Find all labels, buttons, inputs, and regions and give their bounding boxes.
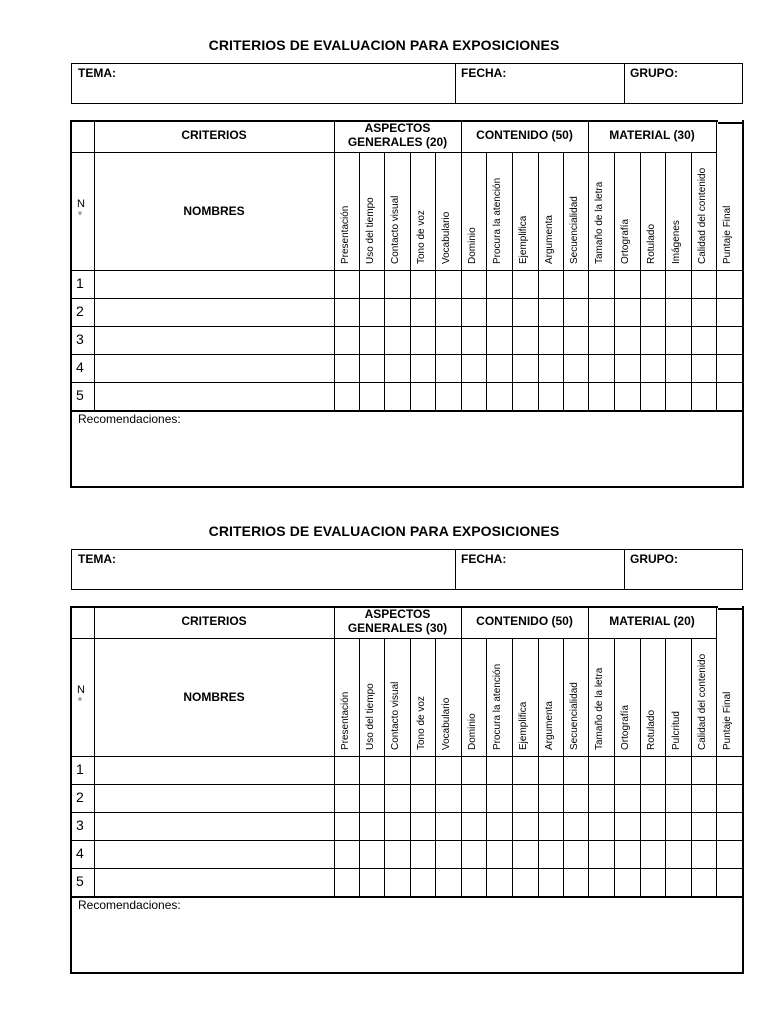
- grupo-label: GRUPO:: [630, 66, 678, 80]
- score-cell[interactable]: [717, 813, 741, 839]
- score-cell[interactable]: [666, 813, 690, 839]
- score-cell[interactable]: [589, 271, 613, 297]
- fecha-field[interactable]: [455, 64, 624, 103]
- score-cell[interactable]: [462, 869, 485, 895]
- grupo-label: GRUPO:: [630, 552, 678, 566]
- criterion-3-label: Tono de voz: [415, 696, 427, 750]
- tema-label: TEMA:: [78, 552, 116, 566]
- criterion-5-label: Dominio: [466, 713, 478, 750]
- criterios-header: CRITERIOS: [181, 614, 247, 628]
- score-cell[interactable]: [487, 355, 511, 381]
- score-cell[interactable]: [717, 869, 741, 895]
- score-cell[interactable]: [641, 813, 664, 839]
- score-cell[interactable]: [589, 355, 613, 381]
- criterion-1-label: Uso del tiempo: [364, 197, 376, 264]
- fecha-field[interactable]: [455, 550, 624, 589]
- score-cell[interactable]: [539, 757, 562, 783]
- evaluation-table: [70, 120, 744, 488]
- form-header: [71, 63, 743, 104]
- score-cell[interactable]: [589, 869, 613, 895]
- score-cell[interactable]: [411, 327, 434, 353]
- score-cell[interactable]: [360, 327, 383, 353]
- group-aspectos-header: ASPECTOS: [364, 121, 431, 135]
- score-cell[interactable]: [385, 841, 409, 867]
- score-cell[interactable]: [564, 383, 587, 409]
- score-cell[interactable]: [462, 813, 485, 839]
- criterion-14-label: Calidad del contenido: [696, 653, 708, 750]
- score-cell[interactable]: [487, 869, 511, 895]
- table-border: [742, 606, 744, 974]
- score-cell[interactable]: [360, 869, 383, 895]
- group-aspectos-header: GENERALES (20): [347, 135, 448, 149]
- score-cell[interactable]: [513, 757, 537, 783]
- criterion-3-label: Tono de voz: [415, 210, 427, 264]
- score-cell[interactable]: [717, 271, 741, 297]
- criterion-9-label: Secuencialidad: [568, 196, 580, 264]
- score-cell[interactable]: [487, 785, 511, 811]
- score-cell[interactable]: [615, 383, 639, 409]
- score-cell[interactable]: [666, 869, 690, 895]
- criterion-1-label: Uso del tiempo: [364, 683, 376, 750]
- score-cell[interactable]: [615, 299, 639, 325]
- score-cell[interactable]: [539, 813, 562, 839]
- row-number: 1: [76, 275, 84, 291]
- group-aspectos-header: ASPECTOS: [364, 607, 431, 621]
- score-cell[interactable]: [692, 327, 715, 353]
- score-cell[interactable]: [692, 869, 715, 895]
- score-cell[interactable]: [539, 271, 562, 297]
- criterion-8-label: Argumenta: [543, 215, 555, 264]
- criterion-7-label: Ejemplifica: [518, 215, 529, 264]
- form-title: CRITERIOS DE EVALUACION PARA EXPOSICIONES: [208, 523, 560, 539]
- student-name-cell[interactable]: [95, 757, 333, 783]
- score-cell[interactable]: [615, 757, 639, 783]
- score-cell[interactable]: [411, 355, 434, 381]
- table-border: [742, 120, 744, 488]
- criterion-2-label: Contacto visual: [390, 195, 401, 264]
- score-cell[interactable]: [360, 355, 383, 381]
- score-cell[interactable]: [335, 299, 358, 325]
- evaluation-table: [70, 606, 744, 974]
- score-cell[interactable]: [335, 383, 358, 409]
- score-cell[interactable]: [615, 271, 639, 297]
- score-cell[interactable]: [360, 271, 383, 297]
- criterion-10-label: Tamaño de la letra: [594, 667, 605, 750]
- nombres-header: NOMBRES: [183, 204, 245, 218]
- row-number: 3: [76, 817, 84, 833]
- score-cell[interactable]: [335, 271, 358, 297]
- score-cell[interactable]: [462, 757, 485, 783]
- score-cell[interactable]: [692, 299, 715, 325]
- student-name-cell[interactable]: [95, 327, 333, 353]
- grupo-field[interactable]: [624, 64, 742, 103]
- score-cell[interactable]: [615, 327, 639, 353]
- score-cell[interactable]: [666, 271, 690, 297]
- score-cell[interactable]: [641, 869, 664, 895]
- score-cell[interactable]: [564, 785, 587, 811]
- table-line: [70, 152, 716, 153]
- table-border: [70, 486, 744, 488]
- criterion-2-label: Contacto visual: [390, 681, 401, 750]
- score-cell[interactable]: [513, 869, 537, 895]
- tema-field[interactable]: [72, 64, 455, 103]
- row-number: 1: [76, 761, 84, 777]
- score-cell[interactable]: [666, 841, 690, 867]
- score-cell[interactable]: [666, 299, 690, 325]
- criterion-11-label: Ortografía: [620, 218, 631, 264]
- row-number: 3: [76, 331, 84, 347]
- row-number: 4: [76, 359, 84, 375]
- score-cell[interactable]: [335, 785, 358, 811]
- score-cell[interactable]: [513, 813, 537, 839]
- score-cell[interactable]: [513, 299, 537, 325]
- table-border: [718, 122, 744, 124]
- score-cell[interactable]: [411, 383, 434, 409]
- criterion-13-label: Imágenes: [671, 220, 682, 264]
- score-cell[interactable]: [335, 813, 358, 839]
- student-name-cell[interactable]: [95, 355, 333, 381]
- score-cell[interactable]: [589, 785, 613, 811]
- criterion-11-label: Ortografía: [620, 704, 631, 750]
- score-cell[interactable]: [641, 383, 664, 409]
- criterion-9-label: Secuencialidad: [568, 682, 580, 750]
- score-cell[interactable]: [539, 355, 562, 381]
- score-cell[interactable]: [462, 841, 485, 867]
- student-name-cell[interactable]: [95, 383, 333, 409]
- criterion-14-label: Calidad del contenido: [696, 167, 708, 264]
- fecha-label: FECHA:: [461, 552, 507, 566]
- score-cell[interactable]: [564, 299, 587, 325]
- group-material-header: MATERIAL (20): [609, 614, 695, 628]
- grupo-field[interactable]: [624, 550, 742, 589]
- score-cell[interactable]: [641, 271, 664, 297]
- score-cell[interactable]: [385, 327, 409, 353]
- score-cell[interactable]: [539, 841, 562, 867]
- score-cell[interactable]: [513, 785, 537, 811]
- score-cell[interactable]: [335, 327, 358, 353]
- score-cell[interactable]: [564, 813, 587, 839]
- score-cell[interactable]: [564, 355, 587, 381]
- score-cell[interactable]: [411, 869, 434, 895]
- score-cell[interactable]: [641, 841, 664, 867]
- score-cell[interactable]: [539, 785, 562, 811]
- score-cell[interactable]: [717, 841, 741, 867]
- score-cell[interactable]: [539, 383, 562, 409]
- score-cell[interactable]: [615, 785, 639, 811]
- score-cell[interactable]: [666, 757, 690, 783]
- score-cell[interactable]: [487, 383, 511, 409]
- score-cell[interactable]: [487, 813, 511, 839]
- student-name-cell[interactable]: [95, 841, 333, 867]
- score-cell[interactable]: [411, 299, 434, 325]
- score-cell[interactable]: [539, 869, 562, 895]
- criterios-header: CRITERIOS: [181, 128, 247, 142]
- student-name-cell[interactable]: [95, 785, 333, 811]
- score-cell[interactable]: [335, 869, 358, 895]
- score-cell[interactable]: [717, 757, 741, 783]
- score-cell[interactable]: [436, 327, 460, 353]
- recomendaciones-area[interactable]: [72, 914, 742, 970]
- criterion-6-label: Procura la atención: [492, 177, 503, 264]
- score-cell[interactable]: [513, 271, 537, 297]
- score-cell[interactable]: [717, 327, 741, 353]
- row-number: 5: [76, 873, 84, 889]
- criterion-0-label: Presentación: [339, 691, 351, 750]
- score-cell[interactable]: [513, 327, 537, 353]
- score-cell[interactable]: [589, 841, 613, 867]
- score-cell[interactable]: [589, 757, 613, 783]
- score-cell[interactable]: [589, 383, 613, 409]
- score-cell[interactable]: [513, 355, 537, 381]
- score-cell[interactable]: [539, 299, 562, 325]
- criterion-5-label: Dominio: [466, 227, 478, 264]
- score-cell[interactable]: [436, 355, 460, 381]
- student-name-cell[interactable]: [95, 299, 333, 325]
- score-cell[interactable]: [411, 813, 434, 839]
- score-cell[interactable]: [385, 355, 409, 381]
- score-cell[interactable]: [564, 327, 587, 353]
- row-number: 2: [76, 789, 84, 805]
- score-cell[interactable]: [564, 271, 587, 297]
- score-cell[interactable]: [462, 355, 485, 381]
- score-cell[interactable]: [692, 813, 715, 839]
- score-cell[interactable]: [436, 299, 460, 325]
- score-cell[interactable]: [335, 757, 358, 783]
- score-cell[interactable]: [641, 299, 664, 325]
- score-cell[interactable]: [487, 757, 511, 783]
- number-header: N: [77, 684, 85, 696]
- nombres-header: NOMBRES: [183, 690, 245, 704]
- score-cell[interactable]: [692, 757, 715, 783]
- score-cell[interactable]: [717, 383, 741, 409]
- score-cell[interactable]: [589, 327, 613, 353]
- table-border: [718, 608, 744, 610]
- score-cell[interactable]: [436, 813, 460, 839]
- score-cell[interactable]: [487, 299, 511, 325]
- score-cell[interactable]: [615, 841, 639, 867]
- score-cell[interactable]: [360, 785, 383, 811]
- score-cell[interactable]: [589, 813, 613, 839]
- score-cell[interactable]: [692, 271, 715, 297]
- recomendaciones-label: Recomendaciones:: [78, 898, 181, 912]
- score-cell[interactable]: [360, 299, 383, 325]
- score-cell[interactable]: [513, 383, 537, 409]
- score-cell[interactable]: [436, 383, 460, 409]
- criterion-4-label: Vocabulario: [441, 697, 452, 750]
- score-cell[interactable]: [360, 757, 383, 783]
- recomendaciones-area[interactable]: [72, 428, 742, 484]
- score-cell[interactable]: [666, 327, 690, 353]
- table-line: [70, 638, 716, 639]
- score-cell[interactable]: [666, 383, 690, 409]
- score-cell[interactable]: [335, 841, 358, 867]
- score-cell[interactable]: [487, 841, 511, 867]
- tema-label: TEMA:: [78, 66, 116, 80]
- score-cell[interactable]: [641, 355, 664, 381]
- score-cell[interactable]: [487, 271, 511, 297]
- score-cell[interactable]: [385, 757, 409, 783]
- student-name-cell[interactable]: [95, 271, 333, 297]
- score-cell[interactable]: [385, 785, 409, 811]
- score-cell[interactable]: [436, 869, 460, 895]
- student-name-cell[interactable]: [95, 813, 333, 839]
- criterion-8-label: Argumenta: [543, 701, 555, 750]
- score-cell[interactable]: [717, 785, 741, 811]
- score-cell[interactable]: [539, 327, 562, 353]
- group-contenido-header: CONTENIDO (50): [476, 614, 573, 628]
- score-cell[interactable]: [462, 271, 485, 297]
- score-cell[interactable]: [385, 869, 409, 895]
- recomendaciones-label: Recomendaciones:: [78, 412, 181, 426]
- score-cell[interactable]: [360, 841, 383, 867]
- criterion-15-label: Puntaje Final: [722, 691, 733, 750]
- score-cell[interactable]: [385, 299, 409, 325]
- score-cell[interactable]: [692, 355, 715, 381]
- score-cell[interactable]: [564, 869, 587, 895]
- criterion-12-label: Rotulado: [645, 709, 657, 750]
- score-cell[interactable]: [436, 757, 460, 783]
- row-number: 2: [76, 303, 84, 319]
- score-cell[interactable]: [360, 813, 383, 839]
- score-cell[interactable]: [436, 271, 460, 297]
- score-cell[interactable]: [385, 271, 409, 297]
- score-cell[interactable]: [641, 757, 664, 783]
- form-title: CRITERIOS DE EVALUACION PARA EXPOSICIONES: [208, 37, 560, 53]
- fecha-label: FECHA:: [461, 66, 507, 80]
- table-border: [70, 972, 744, 974]
- group-aspectos-header: GENERALES (30): [347, 621, 448, 635]
- row-number: 4: [76, 845, 84, 861]
- number-header-degree: °: [78, 211, 82, 222]
- score-cell[interactable]: [564, 841, 587, 867]
- score-cell[interactable]: [717, 299, 741, 325]
- group-material-header: MATERIAL (30): [609, 128, 695, 142]
- score-cell[interactable]: [436, 841, 460, 867]
- score-cell[interactable]: [335, 355, 358, 381]
- form-header: [71, 549, 743, 590]
- score-cell[interactable]: [692, 383, 715, 409]
- criterion-10-label: Tamaño de la letra: [594, 181, 605, 264]
- criterion-0-label: Presentación: [339, 205, 351, 264]
- score-cell[interactable]: [615, 813, 639, 839]
- criterion-6-label: Procura la atención: [492, 663, 503, 750]
- score-cell[interactable]: [615, 355, 639, 381]
- score-cell[interactable]: [589, 299, 613, 325]
- number-header: N: [77, 198, 85, 210]
- score-cell[interactable]: [462, 327, 485, 353]
- score-cell[interactable]: [564, 757, 587, 783]
- criterion-7-label: Ejemplifica: [518, 701, 529, 750]
- score-cell[interactable]: [641, 785, 664, 811]
- criterion-4-label: Vocabulario: [441, 211, 452, 264]
- criterion-13-label: Pulcritud: [671, 711, 682, 750]
- score-cell[interactable]: [692, 841, 715, 867]
- student-name-cell[interactable]: [95, 869, 333, 895]
- score-cell[interactable]: [666, 785, 690, 811]
- score-cell[interactable]: [436, 785, 460, 811]
- score-cell[interactable]: [487, 327, 511, 353]
- tema-field[interactable]: [72, 550, 455, 589]
- score-cell[interactable]: [411, 757, 434, 783]
- score-cell[interactable]: [385, 813, 409, 839]
- score-cell[interactable]: [411, 785, 434, 811]
- criterion-15-label: Puntaje Final: [722, 205, 733, 264]
- score-cell[interactable]: [462, 785, 485, 811]
- criterion-12-label: Rotulado: [645, 223, 657, 264]
- score-cell[interactable]: [462, 383, 485, 409]
- score-cell[interactable]: [411, 841, 434, 867]
- score-cell[interactable]: [692, 785, 715, 811]
- number-header-degree: °: [78, 697, 82, 708]
- score-cell[interactable]: [411, 271, 434, 297]
- score-cell[interactable]: [615, 869, 639, 895]
- score-cell[interactable]: [513, 841, 537, 867]
- row-number: 5: [76, 387, 84, 403]
- group-contenido-header: CONTENIDO (50): [476, 128, 573, 142]
- score-cell[interactable]: [385, 383, 409, 409]
- score-cell[interactable]: [360, 383, 383, 409]
- score-cell[interactable]: [641, 327, 664, 353]
- score-cell[interactable]: [462, 299, 485, 325]
- score-cell[interactable]: [717, 355, 741, 381]
- score-cell[interactable]: [666, 355, 690, 381]
